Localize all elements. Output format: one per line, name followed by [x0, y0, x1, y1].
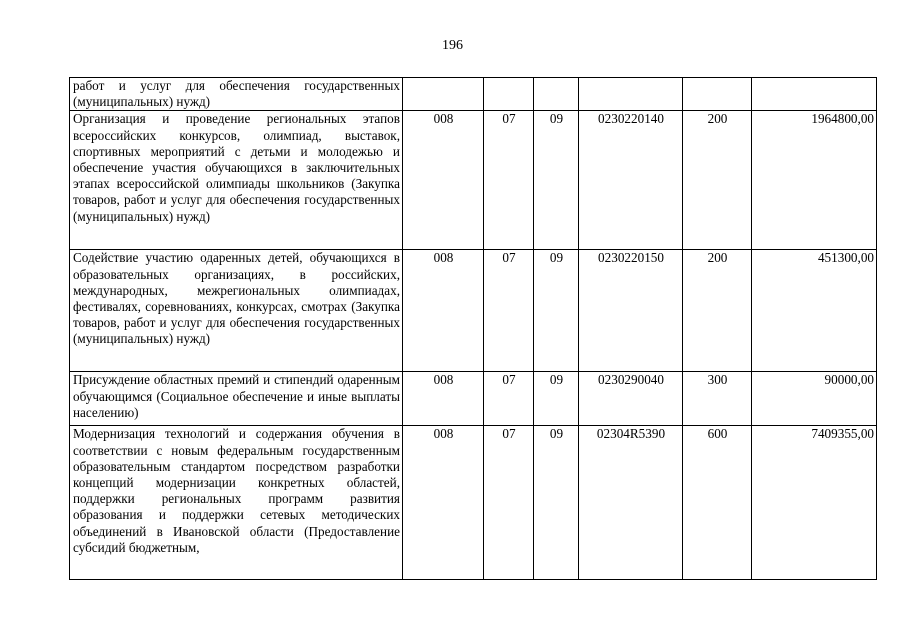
expense-type-cell [683, 78, 752, 111]
target-article-cell: 02304R5390 [579, 426, 683, 580]
section-cell: 07 [484, 372, 534, 426]
amount-cell: 90000,00 [752, 372, 877, 426]
table-row [70, 250, 877, 372]
amount-cell: 451300,00 [752, 250, 877, 372]
amount-cell: 7409355,00 [752, 426, 877, 580]
section-cell: 07 [484, 250, 534, 372]
ministry-code-cell: 008 [403, 111, 484, 250]
table-row [70, 426, 877, 580]
target-article-cell: 0230290040 [579, 372, 683, 426]
section-cell [484, 78, 534, 111]
description-cell: работ и услуг для обеспечения государственных (муниципальных) нужд) [70, 78, 403, 111]
ministry-code-cell: 008 [403, 426, 484, 580]
target-article-cell [579, 78, 683, 111]
ministry-code-cell [403, 78, 484, 111]
table-row [70, 372, 877, 426]
amount-cell [752, 78, 877, 111]
expense-type-cell: 300 [683, 372, 752, 426]
budget-table [69, 77, 877, 580]
table-row [70, 78, 877, 111]
expense-type-cell: 200 [683, 250, 752, 372]
description-cell: Присуждение областных премий и стипендий одаренным обучающимся (Социальное обеспечение и иные выплаты населению) [70, 372, 403, 426]
section-cell: 07 [484, 426, 534, 580]
expense-type-cell: 600 [683, 426, 752, 580]
subsection-cell: 09 [534, 372, 579, 426]
description-cell: Модернизация технологий и содержания обучения в соответствии с новым федеральным государственным образовательным стандартом посредством разработки концепций модернизации конкретных областей, поддержки региональных программ развития образования и поддержки сетевых методических объединений в Ивановской области (Предоставление субсидий бюджетным, [70, 426, 403, 580]
ministry-code-cell: 008 [403, 250, 484, 372]
description-cell: Организация и проведение региональных этапов всероссийских конкурсов, олимпиад, выставок, спортивных мероприятий с детьми и молодежью и обеспечение участия обучающихся в заключительных этапах всероссийской олимпиады школьников (Закупка товаров, работ и услуг для обеспечения государственных (муниципальных) нужд) [70, 111, 403, 250]
ministry-code-cell: 008 [403, 372, 484, 426]
table-row [70, 111, 877, 250]
subsection-cell: 09 [534, 250, 579, 372]
target-article-cell: 0230220150 [579, 250, 683, 372]
subsection-cell [534, 78, 579, 111]
subsection-cell: 09 [534, 426, 579, 580]
amount-cell: 1964800,00 [752, 111, 877, 250]
target-article-cell: 0230220140 [579, 111, 683, 250]
expense-type-cell: 200 [683, 111, 752, 250]
description-cell: Содействие участию одаренных детей, обучающихся в образовательных организациях, в российских, международных, межрегиональных олимпиадах, фестивалях, соревнованиях, конкурсах, смотрах (Закупка товаров, работ и услуг для обеспечения государственных (муниципальных) нужд) [70, 250, 403, 372]
section-cell: 07 [484, 111, 534, 250]
subsection-cell: 09 [534, 111, 579, 250]
page-number: 196 [442, 38, 463, 53]
